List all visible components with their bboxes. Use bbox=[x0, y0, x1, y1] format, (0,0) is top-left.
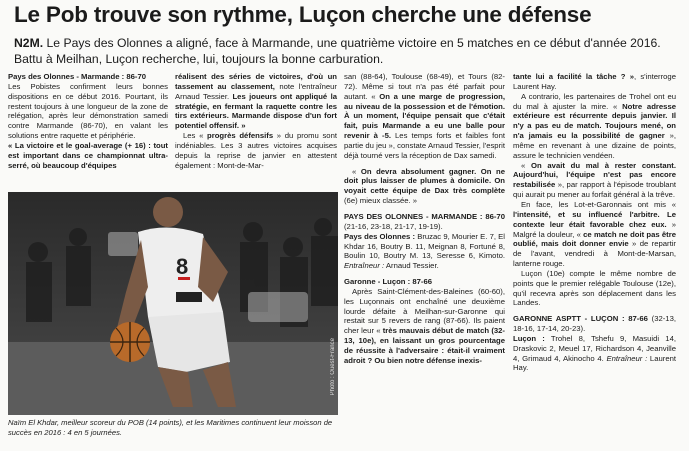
column-4 bbox=[513, 72, 676, 373]
scoreboard-pob-players: Bruzac 9, Mourier E. 7, El Khdar 16, Boutry B. 11, Meignan 8, Fortuné 8, Boulin 10, Boutry M. 13, Seresse 6, Kimoto. bbox=[344, 231, 505, 261]
match-title-pob: Pays des Olonnes - Marmande : 86-70 bbox=[8, 72, 146, 81]
column-3 bbox=[344, 72, 505, 366]
col2-paragraph-1 bbox=[175, 72, 337, 131]
scoreboard-lucon bbox=[513, 314, 676, 373]
col4-text-f: « bbox=[521, 160, 531, 170]
chapo bbox=[14, 36, 676, 67]
col4-paragraph-4 bbox=[513, 200, 676, 269]
scoreboard-pob-coach: Arnaud Tessier. bbox=[384, 261, 439, 271]
col2-text-d: Les « bbox=[183, 131, 208, 141]
col4-paragraph-2 bbox=[513, 92, 676, 161]
scoreboard-lucon-quarters: (32-13, 18-16, 17-14, 20-23). bbox=[513, 314, 676, 334]
scoreboard-pob-title: PAYS DES OLONNES - MARMANDE : 86-70 bbox=[344, 211, 505, 221]
scoreboard-pob-quarters: (21-16, 23-18, 21-17, 19-19). bbox=[344, 221, 443, 231]
basketball-photo bbox=[8, 192, 338, 415]
col2-text-b: note l'entraîneur Arnaud Tessier. bbox=[175, 81, 337, 101]
col3-text-d: « bbox=[352, 166, 361, 176]
col3-text-g: Après Saint-Clément-des-Baleines (60-60), les Luçonnais ont enchaîné une deuxième lourde défaite à Meilhan-sur-Garonne qui restait sur 5 revers de rang (87-66). Ils paient cher leur « bbox=[344, 286, 505, 336]
photo-illustration bbox=[8, 192, 338, 415]
col4-quote-d: Notre adresse extérieure est récurrente depuis janvier. Il n'y a pas eu de match. Toujours mené, on n'a jamais eu la possibilité de gagner bbox=[513, 101, 676, 141]
col2-quote-e: progrès défensifs bbox=[207, 131, 274, 141]
col3-quote-h: très mauvais début de match (32-13, 10e), en laissant un gros pourcentage de réussite à l'adversaire : était-il vraiment adroit ? Ou bien notre défense inexis- bbox=[344, 326, 505, 365]
col4-quote-l: ce match ne doit pas être oublié, mais doit donner envie bbox=[513, 229, 677, 249]
col4-text-k: » Malgré la douleur, « bbox=[513, 219, 676, 239]
scoreboard-lucon-team: Luçon : bbox=[513, 333, 545, 343]
col4-paragraph-5: Luçon (10e) compte le même nombre de points que le premier relégable Toulouse (12e), qu'il recevra après son déplacement dans les Landes. bbox=[513, 268, 676, 308]
col1-paragraph-1: Les Pobistes confirment leurs bonnes dispositions en ce début 2016. Pourtant, ils restent toujours à une longueur de la zone de relégation, après leur démonstration samedi contre Marmande (86-70), en valant les solutions entre raquette et périphérie. bbox=[8, 81, 168, 141]
col1-quote: « La victoire et le goal-average (+ 16) : tout est important dans ce championnat ultra-serré, où beaucoup d'équipes bbox=[8, 140, 168, 170]
scoreboard-pob bbox=[344, 212, 505, 271]
photo-credit: Photo : Ouest-France bbox=[330, 337, 336, 395]
col2-paragraph-2 bbox=[175, 131, 337, 170]
col4-text-h: », par rapport à l'épisode troublant qui aurait pu mener au forfait général à la trêve. bbox=[513, 180, 676, 200]
col3-paragraph-3 bbox=[344, 287, 505, 366]
col4-text-b: , s'interroge Laurent Hay. bbox=[513, 72, 676, 91]
col4-quote-j: l'intensité, et su influencé l'arbitre. Le contexte leur était favorable chez eux. bbox=[513, 209, 676, 229]
headline: Le Pob trouve son rythme, Luçon cherche une défense bbox=[14, 2, 592, 27]
col3-text-a: san (88-64), Toulouse (68-49), et Tours (82-72). Même si tout n'a pas été parfait pour autant. « bbox=[344, 72, 505, 101]
scoreboard-lucon-players: Trohel 8, Tshefu 9, Masuidi 14, Draskovic 2, Meuel 17, Richardson 4, Jeanville 4, Grimaud 4, Akinocho 4. bbox=[513, 333, 676, 363]
col2-quote-a: réalisent des séries de victoires, d'où un tassement au classement, bbox=[175, 72, 337, 91]
scoreboard-pob-coach-label: Entraîneur : bbox=[344, 261, 385, 271]
col3-paragraph-2 bbox=[344, 167, 505, 206]
col3-text-f: (6e) mieux classée. » bbox=[344, 196, 418, 206]
col2-quote-c: Les joueurs ont appliqué la stratégie, en fermant la raquette contre les tirs extérieurs. Marmande dispose d'un fort potentiel offensif. » bbox=[175, 91, 337, 131]
scoreboard-lucon-coach: Laurent Hay. bbox=[513, 353, 677, 373]
col4-paragraph-1 bbox=[513, 72, 676, 92]
col4-text-c: A contrario, les partenaires de Trohel ont eu du mal à ajuster la mire. « bbox=[513, 91, 676, 111]
col4-quote-g: On avait du mal à rester constant. Aujourd'hui, l'équipe n'est pas encore restabilisée bbox=[513, 160, 676, 190]
col4-text-i: En face, les Lot-et-Garonnais ont mis « bbox=[521, 199, 676, 209]
match-title-lucon: Garonne - Luçon : 87-66 bbox=[344, 277, 432, 287]
scoreboard-lucon-coach-label: Entraîneur : bbox=[606, 353, 648, 363]
col4-text-m: » de repartir de l'avant, vendredi à Mont-de-Marsan, lanterne rouge. bbox=[513, 239, 676, 269]
chapo-tag: N2M. bbox=[14, 36, 44, 50]
photo-caption: Naïm El Khdar, meilleur scoreur du POB (14 points), et les Maritimes continuent leur moisson de succès en 2016 : 4 en 5 journées. bbox=[8, 418, 333, 437]
col4-text-e: », même en revenant à une dizaine de points, assure le technicien vendéen. bbox=[513, 131, 676, 160]
col3-quote-b: On a une marge de progression, au niveau de la possession et de l'émotion. À un moment, l'équipe pensait que c'était fait, puis Marmande a eu une balle pour revenir à -5. bbox=[344, 91, 506, 141]
jersey-number: 8 bbox=[176, 254, 189, 279]
col2-text-f: » du promu sont indéniables. Les 3 autres victoires acquises depuis la reprise de janvier en attestent également : Mont-de-Mar- bbox=[175, 131, 337, 170]
chapo-text: Le Pays des Olonnes a aligné, face à Marmande, une quatrième victoire en 5 matches en ce début d'année 2016. Battu à Meilhan, Luçon recherche, lui, toujours la bonne carburation. bbox=[14, 36, 661, 66]
scoreboard-lucon-title: GARONNE ASPTT - LUÇON : 87-66 bbox=[513, 314, 648, 324]
column-1 bbox=[8, 72, 168, 170]
col3-text-c: Les temps forts et faibles font partie du jeu », constate Arnaud Tessier, l'esprit déjà tourné vers la réception de Dax samedi. bbox=[344, 131, 505, 160]
column-2 bbox=[175, 72, 337, 170]
col4-quote-a: tante lui a facilité la tâche ? » bbox=[513, 72, 634, 81]
col3-quote-e: On devra absolument gagner. On ne doit plus laisser de plumes à domicile. On voyait cette équipe de Dax très complète bbox=[344, 166, 505, 196]
col3-paragraph-1 bbox=[344, 72, 505, 161]
scoreboard-pob-team: Pays des Olonnes : bbox=[344, 231, 416, 241]
col4-paragraph-3 bbox=[513, 161, 676, 200]
basketball-icon bbox=[110, 322, 150, 362]
